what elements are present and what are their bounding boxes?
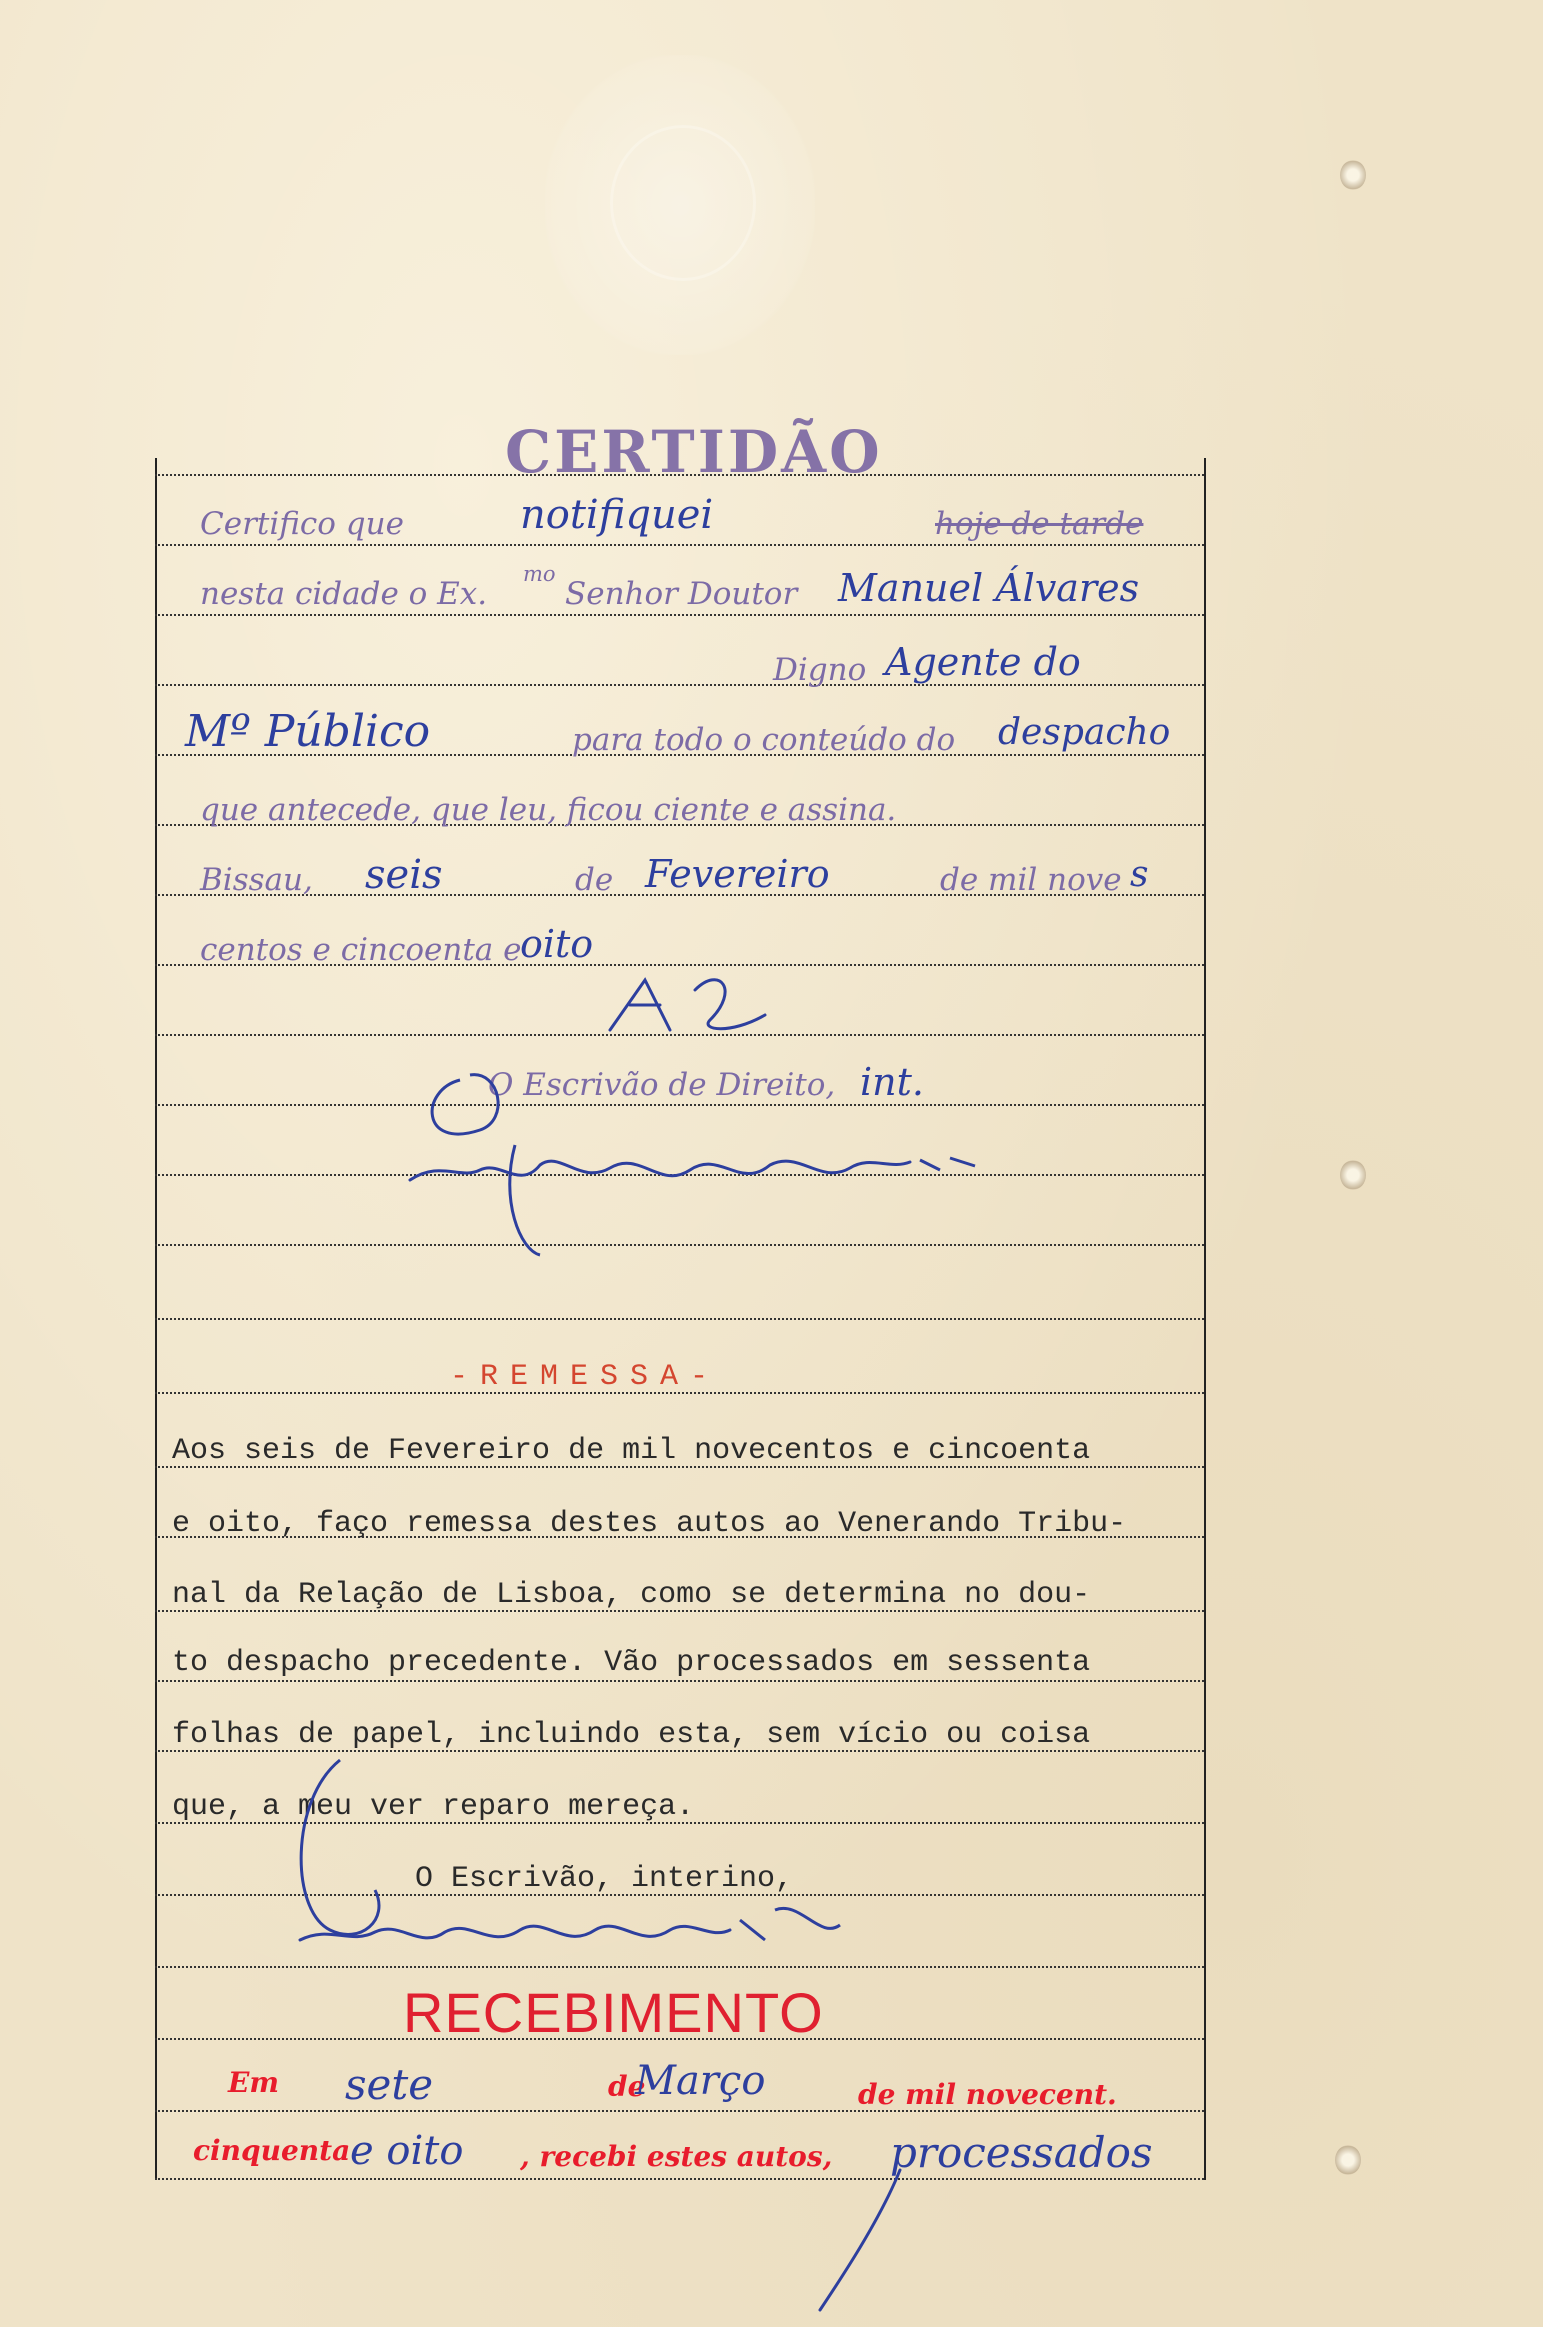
form-bissau: Bissau, xyxy=(200,862,313,898)
remessa-line-2: e oito, faço remessa destes autos ao Venerando Tribu- xyxy=(172,1507,1127,1541)
remessa-signoff: O Escrivão, interino, xyxy=(415,1862,794,1896)
hw-processados: processados xyxy=(890,2128,1153,2177)
hw-int: int. xyxy=(860,1060,924,1104)
initials-signature xyxy=(600,960,780,1040)
punch-hole-bottom xyxy=(1335,2145,1361,2175)
remessa-line-4: to despacho precedente. Vão processados em sessenta xyxy=(172,1646,1091,1680)
hw-novecentos-end: s xyxy=(1130,854,1149,895)
form-certifico: Certifico que xyxy=(200,506,404,542)
remessa-line-5: folhas de papel, incluindo esta, sem vício ou coisa xyxy=(172,1718,1091,1752)
embossed-seal xyxy=(545,55,815,355)
form-que-antecede: que antecede, que leu, ficou ciente e assina. xyxy=(200,792,897,828)
certidao-title: CERTIDÃO xyxy=(505,418,883,486)
recebimento-stamp: RECEBIMENTO xyxy=(403,1981,824,2044)
hw-month: Fevereiro xyxy=(645,852,830,896)
escrivao-signature-lower xyxy=(280,1740,900,1990)
form-nesta-cidade: nesta cidade o Ex. xyxy=(200,576,488,612)
punch-hole-middle xyxy=(1340,1160,1366,1190)
hw-receb-month: Março xyxy=(635,2058,766,2104)
hw-year-end: oito xyxy=(520,922,594,966)
hw-despacho: despacho xyxy=(998,712,1171,753)
hw-day: seis xyxy=(365,852,443,898)
hw-agente-do: Agente do xyxy=(885,640,1081,684)
recebimento-recebi: , recebi estes autos, xyxy=(520,2140,833,2173)
remessa-title: -REMESSA- xyxy=(450,1360,721,1394)
hw-ministerio-publico: Mº Público xyxy=(185,706,431,757)
hw-receb-day: sete xyxy=(345,2060,434,2109)
escrivao-signature-upper xyxy=(400,1050,1020,1270)
form-centos: centos e cincoenta e xyxy=(200,932,522,968)
recebimento-de-mil: de mil novecent. xyxy=(858,2078,1117,2111)
form-escrivao-direito: O Escrivão de Direito, xyxy=(488,1067,836,1103)
hw-notifiquei: notifiquei xyxy=(520,492,714,538)
form-hoje-de-tarde: hoje de tarde xyxy=(935,506,1144,542)
recebimento-cinquenta: cinquenta xyxy=(193,2134,351,2167)
form-digno: Digno xyxy=(773,652,867,688)
remessa-line-6: que, a meu ver reparo mereça. xyxy=(172,1790,695,1824)
form-para-todo: para todo o conteúdo do xyxy=(572,722,956,758)
form-de: de xyxy=(575,862,614,898)
form-de-mil-nove: de mil nove xyxy=(940,862,1122,898)
recebimento-em: Em xyxy=(228,2066,279,2099)
form-senhor-doutor: Senhor Doutor xyxy=(565,576,798,612)
remessa-line-3: nal da Relação de Lisboa, como se determina no dou- xyxy=(172,1578,1091,1612)
hw-doutor-name: Manuel Álvares xyxy=(838,566,1140,610)
punch-hole-top xyxy=(1340,160,1366,190)
form-superscript-mo: mo xyxy=(523,562,556,586)
hw-receb-year: e oito xyxy=(350,2128,464,2174)
processados-flourish xyxy=(800,2160,920,2320)
remessa-line-1: Aos seis de Fevereiro de mil novecentos e cincoenta xyxy=(172,1434,1091,1468)
recebimento-de: de xyxy=(608,2070,646,2103)
